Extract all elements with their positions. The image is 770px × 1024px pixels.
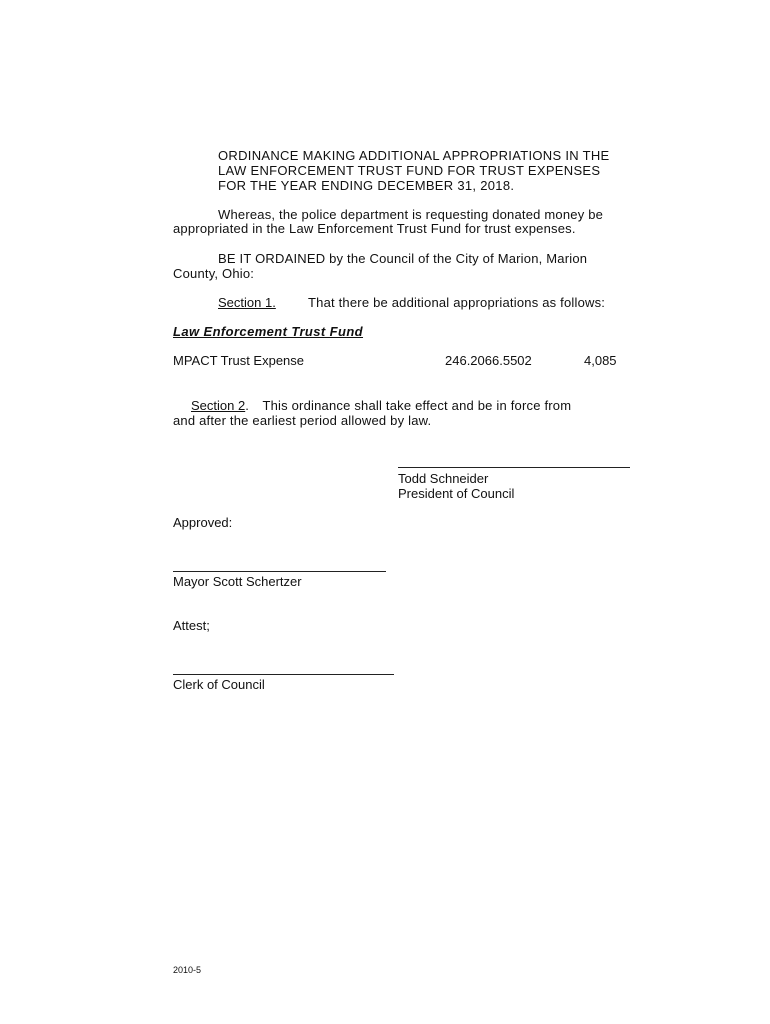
attest-label: Attest; — [173, 618, 210, 633]
clerk-signature-line — [173, 674, 394, 675]
mayor-name: Mayor Scott Schertzer — [173, 574, 302, 589]
title-line-3: FOR THE YEAR ENDING DECEMBER 31, 2018. — [218, 178, 515, 193]
whereas-line-2: appropriated in the Law Enforcement Trust Fund for trust expenses. — [173, 221, 576, 236]
president-title: President of Council — [398, 486, 515, 501]
appropriation-account: 246.2066.5502 — [445, 353, 532, 368]
section-2-label: Section 2 — [191, 398, 246, 413]
section-2-first-line — [191, 398, 571, 413]
appropriation-amount: 4,085 — [584, 353, 617, 368]
president-signature-line — [398, 467, 630, 468]
title-line-2: LAW ENFORCEMENT TRUST FUND FOR TRUST EXPENSES — [218, 163, 601, 178]
section-2-text: This ordinance shall take effect and be in force from — [262, 398, 572, 413]
president-name: Todd Schneider — [398, 471, 489, 486]
section-1-label: Section 1. — [218, 295, 276, 310]
footer-code: 2010-5 — [173, 965, 202, 975]
approved-label: Approved: — [173, 515, 233, 530]
section-2-punct: . — [245, 398, 249, 413]
mayor-signature-line — [173, 571, 386, 572]
ordained-line-2: County, Ohio: — [173, 266, 255, 281]
ordained-line-1: BE IT ORDAINED by the Council of the City of Marion, Marion — [218, 251, 588, 266]
whereas-line-1: Whereas, the police department is requesting donated money be — [218, 207, 604, 222]
title-line-1: ORDINANCE MAKING ADDITIONAL APPROPRIATIONS IN THE — [218, 148, 610, 163]
clerk-label: Clerk of Council — [173, 677, 265, 692]
fund-heading: Law Enforcement Trust Fund — [173, 324, 364, 339]
appropriation-item: MPACT Trust Expense — [173, 353, 305, 368]
section-1-text: That there be additional appropriations as follows: — [308, 295, 606, 310]
section-2-line-2: and after the earliest period allowed by law. — [173, 413, 432, 428]
